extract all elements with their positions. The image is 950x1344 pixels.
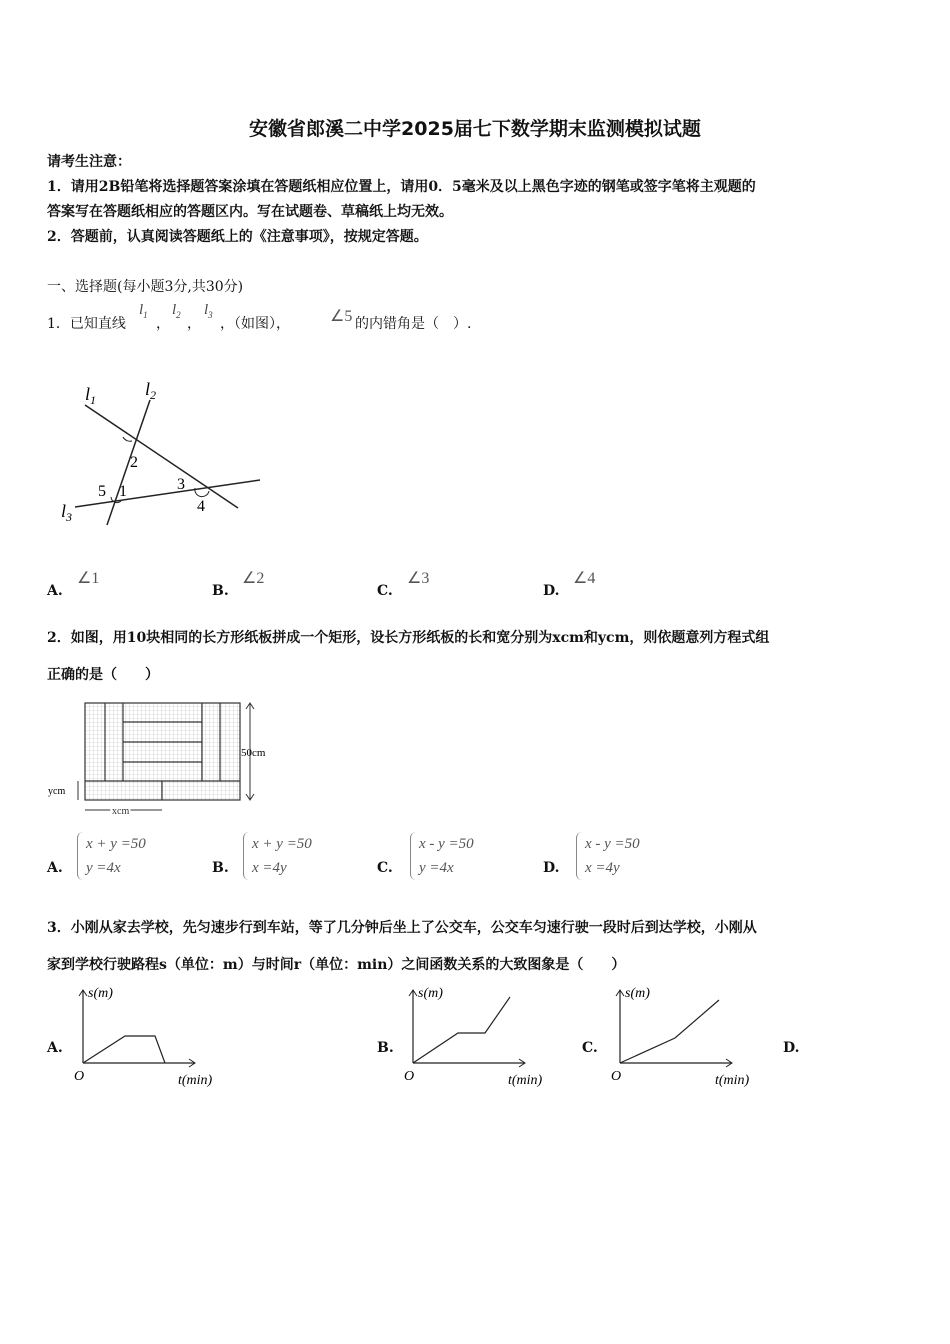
q2-option-a-system: x + y =50 y =4x xyxy=(77,832,146,880)
q1-l1: $l_1$ xyxy=(139,302,148,320)
q1-angle: ∠5 xyxy=(330,308,353,325)
line-l1 xyxy=(85,405,238,508)
graph-c-ylabel: s(m) xyxy=(625,986,650,1001)
q3-option-d-letter[interactable]: D. xyxy=(783,1040,800,1056)
q2-line-1: 2．如图，用10块相同的长方形纸板拼成一个矩形，设长方形纸板的长和宽分别为xcm和ycm，则依题意列方程式组 xyxy=(47,630,770,646)
q3-graph-b xyxy=(400,980,560,1090)
q1-option-b-value: ∠2 xyxy=(242,570,265,587)
q1-option-d-letter[interactable]: D. xyxy=(543,583,560,599)
q1-l3: $l_3$ xyxy=(204,302,213,320)
q1-comma: ， xyxy=(156,316,170,332)
fig-label-l1: $l_1$ xyxy=(85,384,97,407)
graph-b-curve xyxy=(413,997,510,1063)
q3-option-a-letter[interactable]: A. xyxy=(47,1040,63,1056)
q1-option-a-letter[interactable]: A. xyxy=(47,583,63,599)
graph-b-ylabel: s(m) xyxy=(418,986,443,1001)
graph-b-origin: O xyxy=(404,1069,415,1084)
notice-line-1b: 答案写在答题纸相应的答题区内。写在试题卷、草稿纸上均无效。 xyxy=(47,204,453,220)
q2-option-b-letter[interactable]: B. xyxy=(212,860,229,876)
graph-a-xlabel: t(min) xyxy=(178,1073,213,1088)
height-label: 50cm xyxy=(241,747,266,759)
notice-heading: 请考生注意： xyxy=(47,154,131,170)
q3-graph-a xyxy=(70,980,230,1090)
q3-option-b-letter[interactable]: B. xyxy=(377,1040,394,1056)
page-title: 安徽省郎溪二中学2025届七下数学期末监测模拟试题 xyxy=(249,118,701,140)
fig-angle-1: 1 xyxy=(119,483,127,500)
q1-option-a-value: ∠1 xyxy=(77,570,100,587)
q2-option-d-system: x - y =50 x =4y xyxy=(576,832,640,880)
graph-c-origin: O xyxy=(611,1069,622,1084)
graph-a-curve xyxy=(83,1036,165,1063)
notice-line-2: 2．答题前，认真阅读答题纸上的《注意事项》，按规定答题。 xyxy=(47,229,428,245)
q2-line-2: 正确的是（ ） xyxy=(47,667,159,683)
q1-mid: ，（如图）， xyxy=(220,316,290,332)
q1-l2: $l_2$ xyxy=(172,302,181,320)
q1-option-d-value: ∠4 xyxy=(573,570,596,587)
q1-figure xyxy=(55,375,275,535)
q2-option-b-system: x + y =50 x =4y xyxy=(243,832,312,880)
fig-label-l3: $l_3$ xyxy=(61,501,73,524)
section-heading: 一、选择题(每小题3分,共30分) xyxy=(47,279,244,295)
q2-option-c-system: x - y =50 y =4x xyxy=(410,832,474,880)
fig-angle-5: 5 xyxy=(98,483,106,500)
line-l2 xyxy=(107,400,150,525)
graph-c-curve xyxy=(620,1000,719,1063)
q3-line-1: 3．小刚从家去学校，先匀速步行到车站，等了几分钟后坐上了公交车，公交车匀速行驶一段时后到达学校，小刚从 xyxy=(47,920,757,936)
q3-option-c-letter[interactable]: C. xyxy=(582,1040,598,1056)
y-label: ycm xyxy=(48,786,66,797)
fig-label-l2: $l_2$ xyxy=(145,379,157,402)
q1-comma2: ， xyxy=(187,316,201,332)
q1-suffix: 的内错角是（ ）. xyxy=(355,316,472,332)
graph-c-xlabel: t(min) xyxy=(715,1073,750,1088)
fig-angle-2: 2 xyxy=(130,454,138,471)
x-label: xcm xyxy=(112,806,130,817)
q2-figure xyxy=(45,698,285,820)
graph-a-origin: O xyxy=(74,1069,85,1084)
fig-angle-4: 4 xyxy=(197,498,205,515)
q2-option-a-letter[interactable]: A. xyxy=(47,860,63,876)
q2-option-d-letter[interactable]: D. xyxy=(543,860,560,876)
q3-graph-c xyxy=(607,980,767,1090)
q1-prefix: 1．已知直线 xyxy=(47,316,126,332)
notice-line-1a: 1．请用2B铅笔将选择题答案涂填在答题纸相应位置上，请用0．5毫米及以上黑色字迹的钢笔或签字笔将主观题的 xyxy=(47,179,756,195)
q2-option-c-letter[interactable]: C. xyxy=(377,860,393,876)
q1-option-c-letter[interactable]: C. xyxy=(377,583,393,599)
graph-b-xlabel: t(min) xyxy=(508,1073,543,1088)
angle-arc-2 xyxy=(123,437,132,441)
q3-line-2: 家到学校行驶路程s（单位：m）与时间r（单位：min）之间函数关系的大致图象是（ ） xyxy=(47,957,626,973)
fig-angle-3: 3 xyxy=(177,476,185,493)
q1-option-b-letter[interactable]: B. xyxy=(212,583,229,599)
graph-a-ylabel: s(m) xyxy=(88,986,113,1001)
q1-option-c-value: ∠3 xyxy=(407,570,430,587)
